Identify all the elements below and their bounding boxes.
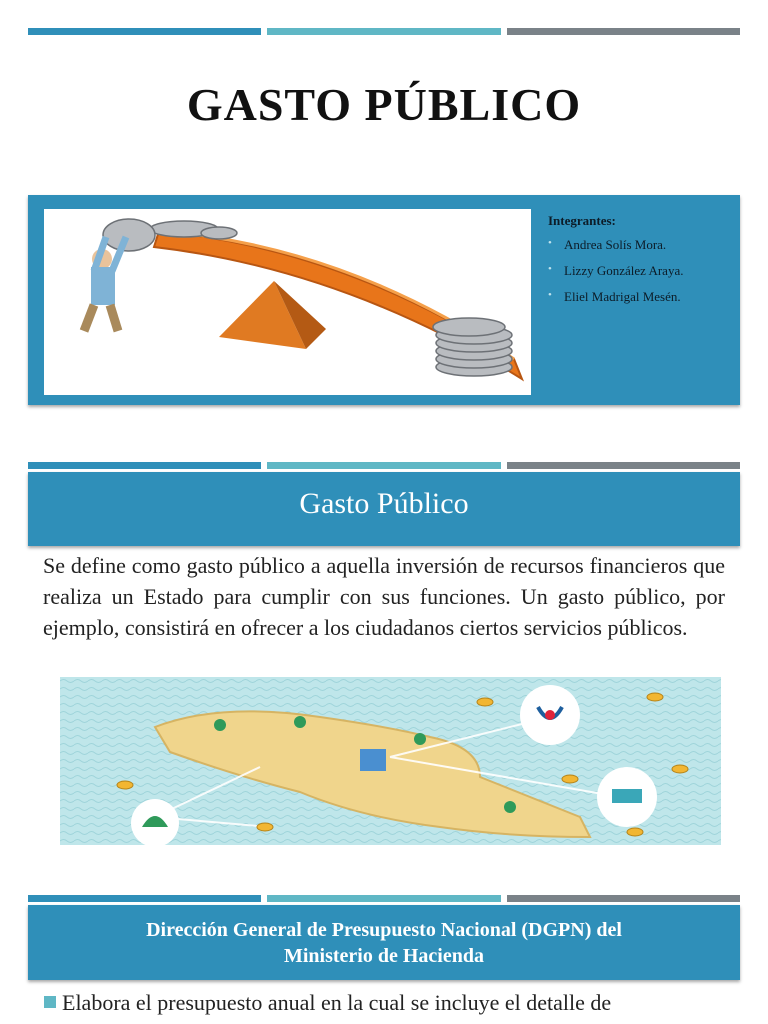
page-title: GASTO PÚBLICO xyxy=(186,79,582,130)
members-list xyxy=(548,213,683,315)
bullet-item xyxy=(44,990,734,1016)
divider-segment-blue xyxy=(28,895,261,902)
divider-segment-blue xyxy=(28,28,261,35)
section-title-line-2: Ministerio de Hacienda xyxy=(284,945,484,967)
member-item: • Andrea Solís Mora. xyxy=(548,237,683,253)
square-bullet-icon xyxy=(44,996,56,1008)
section-divider xyxy=(28,462,740,469)
member-item: • Lizzy González Araya. xyxy=(548,263,683,279)
seesaw-coins-illustration xyxy=(44,209,531,395)
divider-segment-teal xyxy=(267,895,500,902)
public-services-map-illustration xyxy=(60,677,721,845)
member-item: • Eliel Madrigal Mesén. xyxy=(548,289,683,305)
section-divider xyxy=(28,895,740,902)
divider-segment-gray xyxy=(507,462,740,469)
divider-segment-gray xyxy=(507,895,740,902)
divider-segment-teal xyxy=(267,462,500,469)
top-divider xyxy=(28,28,740,35)
divider-segment-blue xyxy=(28,462,261,469)
bullet-text: Elabora el presupuesto anual en la cual se incluye el detalle de xyxy=(62,990,612,1015)
section-title-line-1: Dirección General de Presupuesto Nacional (DGPN) del xyxy=(146,919,622,941)
definition-paragraph: Se define como gasto público a aquella inversión de recursos financieros que realiza un Estado para cumplir con sus funciones. Un gasto público, por ejemplo, consistirá en ofrecer a los ciudadanos ciertos servicios públicos. xyxy=(43,553,725,640)
members-heading: Integrantes: xyxy=(548,213,616,228)
divider-segment-teal xyxy=(267,28,500,35)
hero-panel xyxy=(28,195,740,405)
section-title-gasto-publico: Gasto Público xyxy=(28,472,740,546)
section-title-dgpn xyxy=(28,905,740,980)
divider-segment-gray xyxy=(507,28,740,35)
